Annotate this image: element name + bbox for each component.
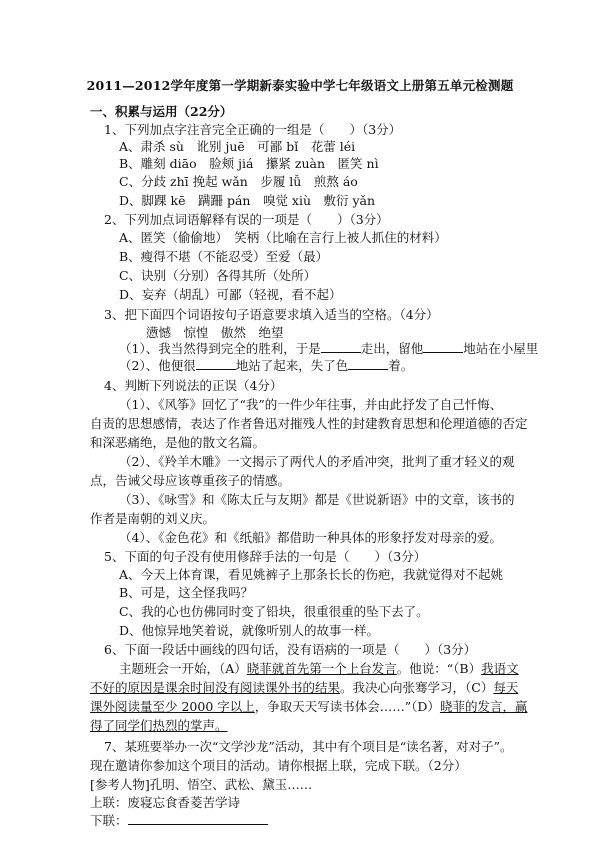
sentence-2-part-3: 着。 [388, 358, 414, 373]
question-1-option-c: C、分歧 zhī 挽起 wǎn 步履 lǚ 煎熬 áo [119, 174, 358, 189]
answer-blank[interactable] [348, 358, 388, 370]
sentence-1-part-2: 走出，留他 [360, 341, 424, 356]
question-3-stem: 3、把下面四个词语按句子语意要求填入适当的空格。（4分） [104, 307, 439, 322]
question-3-sentence-2 [119, 358, 413, 374]
question-2-option-c: C、诀别（分别）各得其所（处所） [119, 268, 317, 283]
question-6-passage-line [90, 680, 518, 696]
question-2-option-a: A、匿笑（偷偷地） 笑柄（比喻在言行上被人抓住的材料） [119, 230, 447, 245]
question-5-option-b: B、可是，这全怪我吗？ [119, 585, 254, 600]
question-4-stem: 4、判断下列说法的正误（4分） [104, 378, 283, 393]
question-4-line: 点，告诫父母应该尊重孩子的情感。 [90, 473, 291, 488]
underlined-sentence-c: 课外阅读量至少 2000 字以上 [90, 699, 255, 714]
answer-blank[interactable] [423, 341, 463, 353]
sentence-1-part-3: 地站在小屋里 [463, 341, 539, 356]
underlined-sentence-b: 我语文 [481, 661, 519, 676]
question-5-stem: 5、下面的句子没有使用修辞手法的一句是（ ）（3分） [104, 549, 427, 564]
question-3-word-bank: 懑憾 惊惶 傲然 绝望 [146, 325, 284, 340]
question-5-option-a: A、今天上体育课，看见姚裤子上那条长长的伤疤，我就觉得对不起姚 [119, 567, 504, 582]
question-4-line: （4）、《金色花》和《纸船》都借助一种具体的形象抒发对母亲的爱。 [119, 530, 502, 545]
question-1-option-a: A、肃杀 sù 讹别 juē 可鄙 bǐ 花蕾 léi [119, 139, 356, 154]
answer-blank[interactable] [128, 813, 268, 825]
underlined-sentence-b: 不好的原因是课余时间没有阅读课外书的结果 [90, 680, 341, 695]
page-title: 2011—2012学年度第一学期新泰实验中学七年级语文上册第五单元检测题 [86, 78, 514, 93]
upper-couplet: 上联：废寝忘食香菱苦学诗 [90, 795, 241, 810]
question-4-line: 和深恶痛绝，是他的散文名篇。 [90, 435, 266, 450]
sentence-2-part-1: （2）、他便很 [119, 358, 196, 373]
question-2-stem: 2、下列加点词语解释有误的一项是（ ）（3分） [104, 212, 389, 227]
question-1-option-d: D、脚踝 kē 蹒跚 pán 嗅觉 xiù 敷衍 yǎn [119, 193, 376, 208]
question-6-stem: 6、下面一段话中画线的四句话，没有语病的一项是（ ）（3分） [104, 642, 477, 657]
question-2-option-d: D、妄弃（胡乱）可鄙（轻视，看不起） [119, 287, 342, 302]
answer-blank[interactable] [321, 341, 361, 353]
underlined-sentence-d: 晓菲的发言，赢 [439, 699, 528, 714]
question-7-stem: 现在邀请你参加这个项目的活动。请你根据上联，完成下联。（2分） [90, 758, 467, 773]
question-3-sentence-1 [119, 341, 538, 357]
question-6-passage-line [119, 661, 519, 677]
question-5-option-d: D、他惊异地笑着说，就像听别人的故事一样。 [119, 623, 380, 638]
lower-couplet-label: 下联： [90, 813, 128, 828]
question-4-line: （1）、《风筝》回忆了“我”的一件少年往事，并由此抒发了自己忏悔、 [119, 397, 503, 412]
underlined-sentence-d: 得了同学们热烈的掌声。 [90, 718, 228, 733]
question-1-stem: 1、下列加点字注音完全正确的一组是（ ）（3分） [104, 122, 402, 137]
question-5-option-c: C、我的心也仿佛同时变了铅块，很重很重的坠下去了。 [119, 604, 429, 619]
passage-text: ，争取天天写读书体会……”（D） [254, 699, 440, 714]
passage-text: 。我决心向张骞学习，（C） [340, 680, 494, 695]
question-4-line: 自责的思想感情，表达了作者鲁迅对摧残人性的封建教育思想和伦理道德的否定 [90, 416, 528, 431]
reference-characters: [参考人物]孔明、悟空、武松、黛玉…… [90, 777, 313, 792]
question-4-line: （2）、《羚羊木雕》一文揭示了两代人的矛盾冲突，批判了重才轻义的观 [119, 454, 515, 469]
underlined-sentence-a: 晓菲就首先第一个上台发言 [246, 661, 397, 676]
section-heading: 一、积累与运用（22分） [90, 104, 233, 119]
question-6-passage-line [90, 718, 228, 734]
underlined-sentence-c: 每天 [493, 680, 519, 695]
question-7-stem: 7、某班要举办一次“文学沙龙”活动，其中有个项目是“读名著，对对子”。 [104, 739, 513, 754]
question-4-line: （3）、《咏雪》和《陈太丘与友期》都是《世说新语》中的文章，该书的 [119, 492, 515, 507]
lower-couplet [90, 813, 268, 829]
question-2-option-b: B、瘦得不堪（不能忍受）至爱（最） [119, 249, 329, 264]
question-6-passage-line [90, 699, 527, 715]
question-4-line: 作者是南朝的刘义庆。 [90, 511, 216, 526]
passage-text: 主题班会一开始，（A） [119, 661, 247, 676]
question-1-option-b: B、雕刻 diāo 脸颊 jiá 攥紧 zuàn 匿笑 nì [119, 156, 379, 171]
sentence-1-part-1: （1）、我当然得到完全的胜利，于是 [119, 341, 321, 356]
passage-text: 。他说：“（B） [396, 661, 482, 676]
sentence-2-part-2: 地站了起来，失了色 [235, 358, 349, 373]
answer-blank[interactable] [196, 358, 236, 370]
